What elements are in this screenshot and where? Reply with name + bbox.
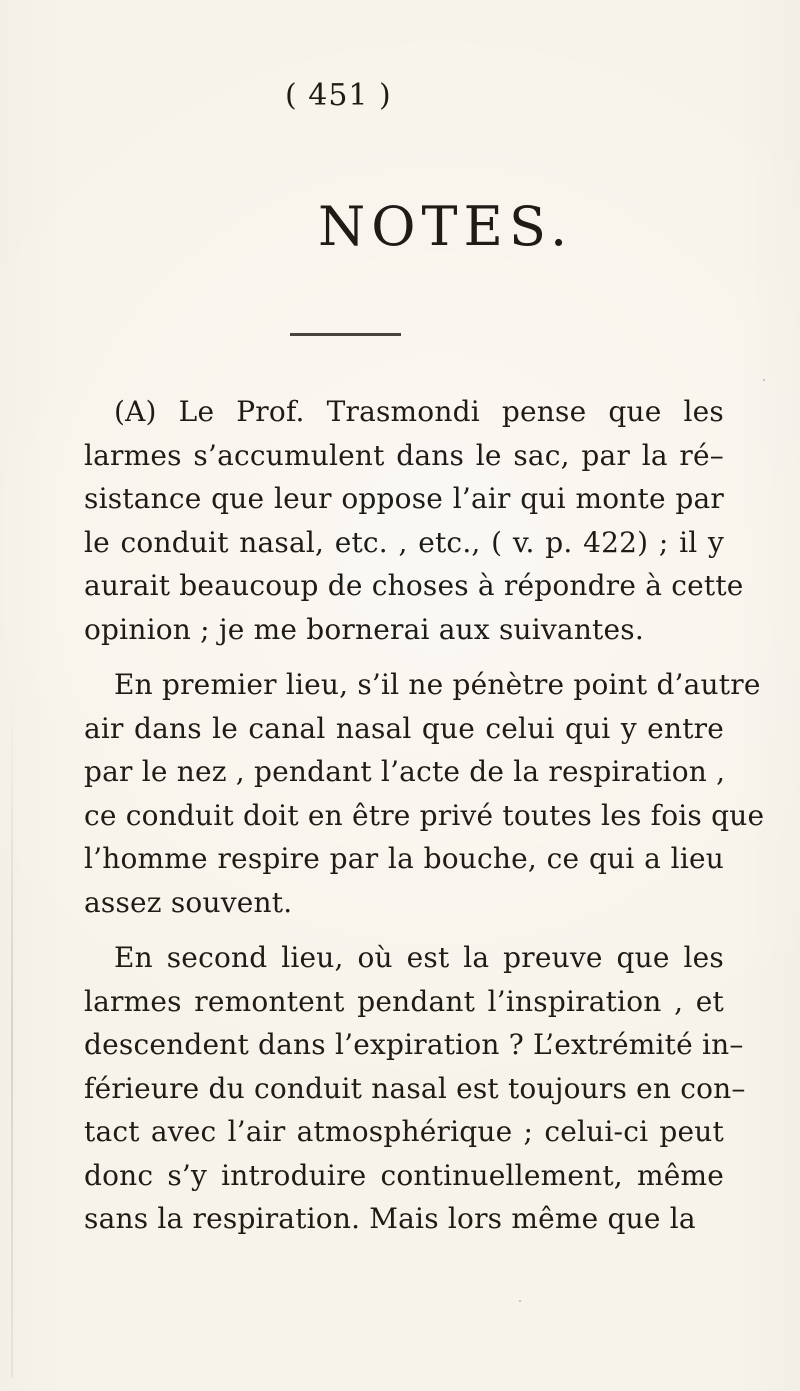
paper-speck [763, 379, 765, 381]
text-line: descendent dans l’expiration ? L’extrémité in– [84, 1028, 744, 1061]
text-line: le conduit nasal, etc. , etc., ( v. p. 422) ; il y [84, 525, 724, 559]
text-line: (A) Le Prof. Trasmondi pense que les [114, 395, 724, 428]
text-line: aurait beaucoup de choses à répondre à cette [84, 569, 744, 602]
page-number: ( 451 ) [285, 78, 392, 113]
text-line: par le nez , pendant l’acte de la respiration , [84, 755, 726, 788]
text-line: larmes remontent pendant l’inspiration , et [84, 984, 724, 1018]
text-line: opinion ; je me bornerai aux suivantes. [84, 612, 644, 646]
text-line: larmes s’accumulent dans le sac, par la ré– [84, 438, 724, 472]
text-line: En second lieu, où est la preuve que les [114, 941, 724, 974]
text-line: sistance que leur oppose l’air qui monte par [84, 482, 724, 515]
text-line: férieure du conduit nasal est toujours en con– [84, 1071, 746, 1105]
text-line: donc s’y introduire continuellement, même [84, 1158, 724, 1192]
paragraph-gap [84, 651, 724, 663]
text-line: ce conduit doit en être privé toutes les fois que [84, 798, 765, 832]
notes-heading: NOTES. [318, 195, 574, 258]
text-line: En premier lieu, s’il ne pénètre point d’autre [114, 668, 761, 701]
heading-rule [290, 333, 401, 336]
text-line: tact avec l’air atmosphérique ; celui-ci peut [84, 1115, 724, 1148]
text-line: l’homme respire par la bouche, ce qui a lieu [84, 842, 724, 875]
paper-speck [519, 1300, 521, 1302]
text-line: air dans le canal nasal que celui qui y entre [84, 711, 724, 745]
text-line: assez souvent. [84, 885, 293, 919]
note-text [84, 390, 765, 1241]
left-margin-shadow [11, 688, 13, 1378]
paragraph-gap [84, 924, 724, 936]
text-line: sans la respiration. Mais lors même que la [84, 1202, 696, 1235]
